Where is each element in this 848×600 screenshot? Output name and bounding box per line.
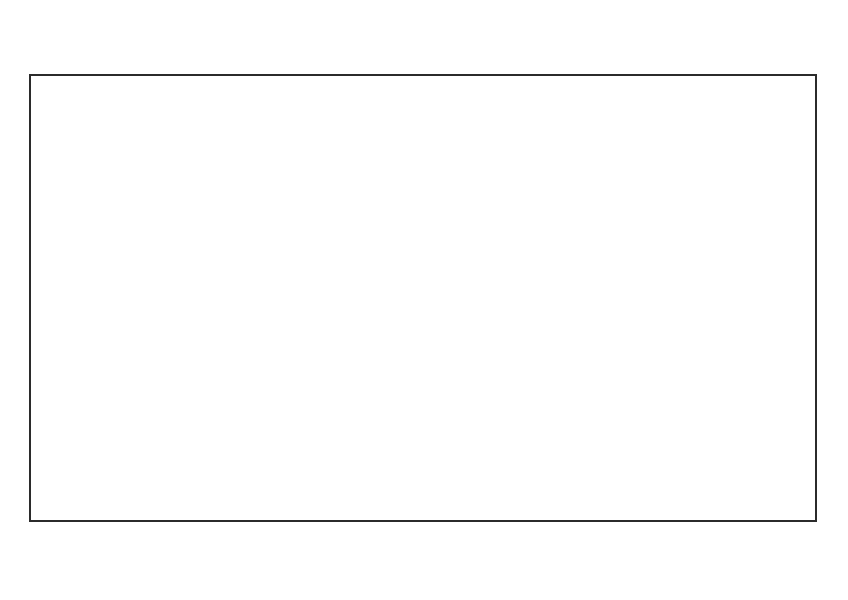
comparison-table bbox=[29, 74, 817, 522]
